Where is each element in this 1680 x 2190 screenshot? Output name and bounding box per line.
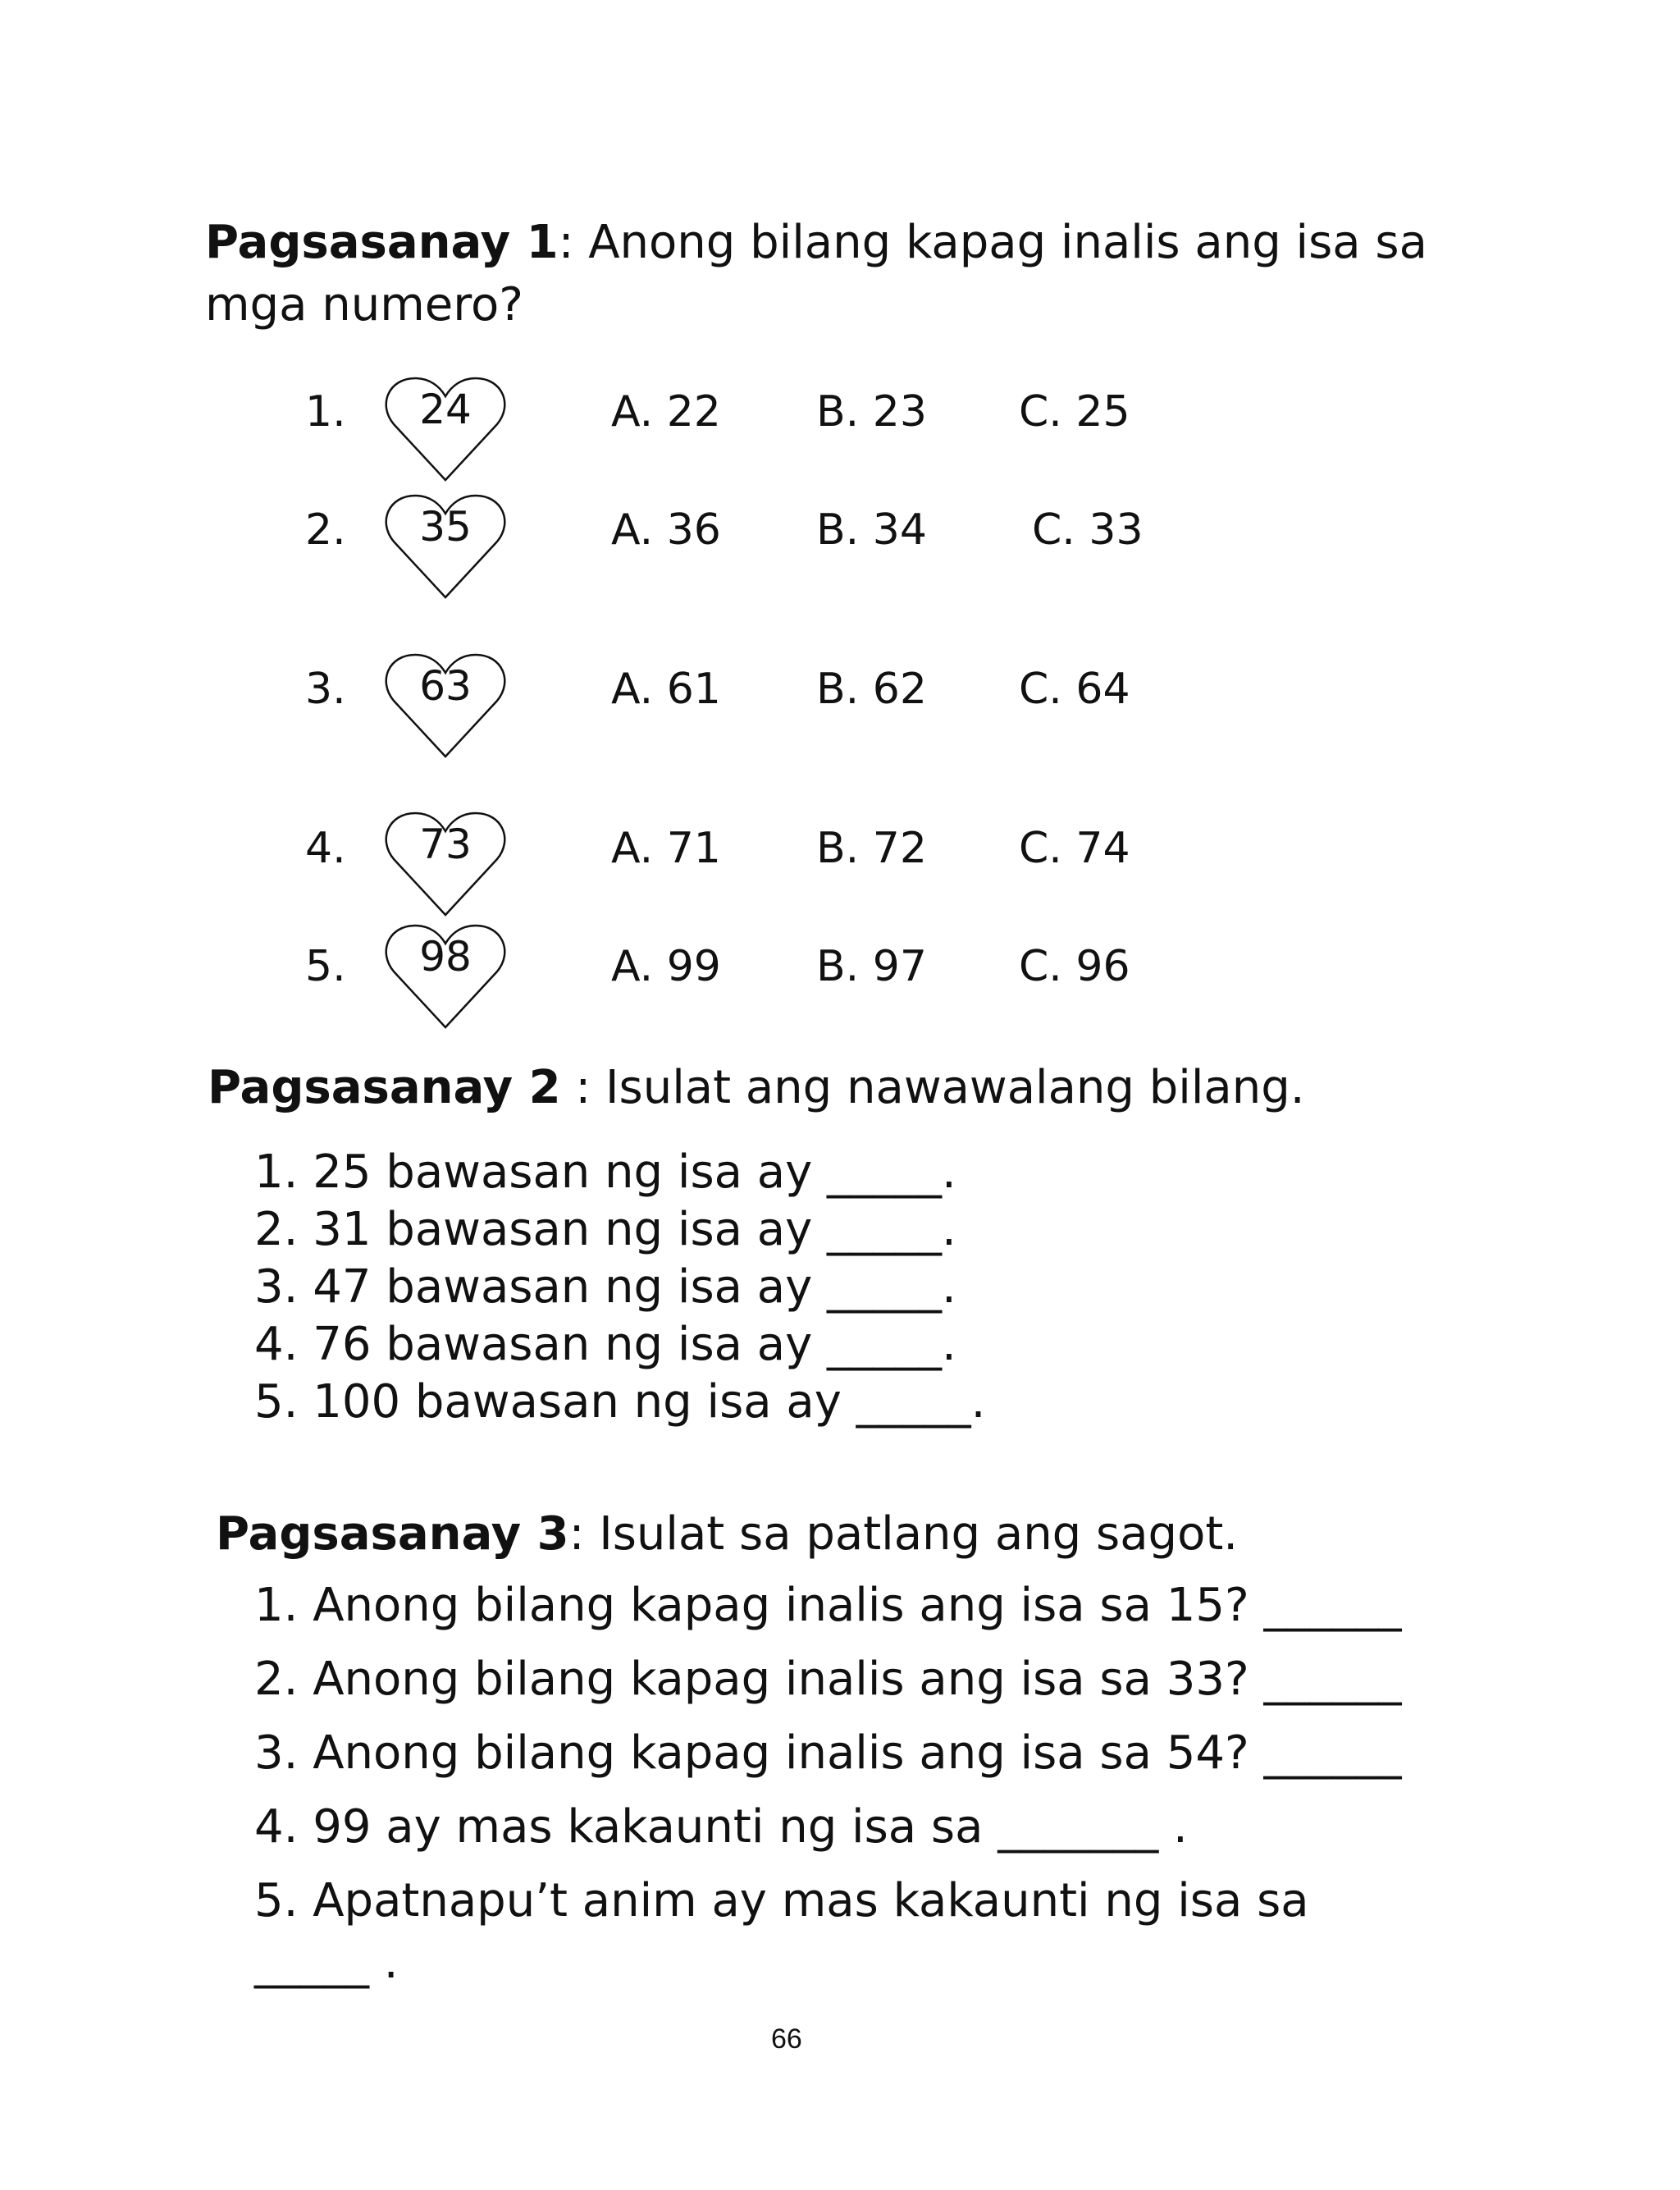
section1-title-bold: Pagsasanay 1 bbox=[205, 216, 559, 269]
item-number: 3. bbox=[305, 665, 346, 714]
list-item: 1. Anong bilang kapag inalis ang isa sa 15? ______ bbox=[254, 1579, 1402, 1632]
choice-b: B. 23 bbox=[816, 387, 927, 437]
choice-c: C. 33 bbox=[1032, 505, 1144, 555]
choice-c: C. 74 bbox=[1019, 824, 1130, 873]
choice-a: A. 71 bbox=[611, 824, 721, 873]
heart-value: 73 bbox=[419, 821, 472, 868]
heart-value: 98 bbox=[419, 933, 472, 981]
choice-b: B. 72 bbox=[816, 824, 927, 873]
choice-b: B. 62 bbox=[816, 665, 927, 714]
heart-value: 63 bbox=[419, 662, 472, 710]
section3-title-text: : Isulat sa patlang ang sagot. bbox=[568, 1507, 1239, 1561]
list-item: 1. 25 bawasan ng isa ay _____. bbox=[254, 1145, 956, 1199]
section2-list bbox=[254, 1144, 985, 1431]
list-item: 3. Anong bilang kapag inalis ang isa sa 54? ______ bbox=[254, 1726, 1402, 1780]
section3-list bbox=[254, 1569, 1401, 1987]
list-item: 4. 76 bawasan ng isa ay _____. bbox=[254, 1318, 956, 1371]
choice-a: A. 36 bbox=[611, 505, 721, 555]
heart-shape bbox=[384, 921, 507, 1031]
section3-title bbox=[216, 1503, 1238, 1566]
heart-shape bbox=[384, 808, 507, 919]
section2-title bbox=[208, 1057, 1305, 1119]
choice-a: A. 22 bbox=[611, 387, 721, 437]
section1-title bbox=[205, 212, 1427, 274]
list-item: 2. 31 bawasan ng isa ay _____. bbox=[254, 1203, 956, 1256]
list-item: 5. Apatnapu’t anim ay mas kakaunti ng isa sa bbox=[254, 1874, 1309, 1927]
section1-title-text: : Anong bilang kapag inalis ang isa sa bbox=[558, 216, 1427, 269]
list-item: 5. 100 bawasan ng isa ay _____. bbox=[254, 1375, 986, 1429]
section3-title-bold: Pagsasanay 3 bbox=[216, 1507, 569, 1561]
choice-c: C. 96 bbox=[1019, 942, 1130, 991]
item-number: 2. bbox=[305, 505, 346, 555]
item-number: 5. bbox=[305, 942, 346, 991]
list-item: 4. 99 ay mas kakaunti ng isa sa _______ . bbox=[254, 1800, 1188, 1854]
heart-value: 24 bbox=[419, 386, 472, 433]
choice-c: C. 25 bbox=[1019, 387, 1130, 437]
choice-a: A. 99 bbox=[611, 942, 721, 991]
section2-title-text: : Isulat ang nawawalang bilang. bbox=[560, 1061, 1305, 1114]
choice-b: B. 34 bbox=[816, 505, 927, 555]
item-number: 4. bbox=[305, 824, 346, 873]
heart-shape bbox=[384, 491, 507, 601]
heart-shape bbox=[384, 650, 507, 761]
page-number: 66 bbox=[771, 2023, 802, 2055]
item-number: 1. bbox=[305, 387, 346, 437]
section1-title-line2: mga numero? bbox=[205, 278, 523, 331]
choice-a: A. 61 bbox=[611, 665, 721, 714]
list-item: 2. Anong bilang kapag inalis ang isa sa 33? ______ bbox=[254, 1653, 1402, 1706]
choice-c: C. 64 bbox=[1019, 665, 1130, 714]
heart-value: 35 bbox=[419, 503, 472, 551]
list-item-continuation: _____ . bbox=[254, 1936, 399, 1989]
list-item: 3. 47 bawasan ng isa ay _____. bbox=[254, 1260, 956, 1314]
choice-b: B. 97 bbox=[816, 942, 927, 991]
section2-title-bold: Pagsasanay 2 bbox=[208, 1061, 561, 1114]
heart-shape bbox=[384, 373, 507, 484]
